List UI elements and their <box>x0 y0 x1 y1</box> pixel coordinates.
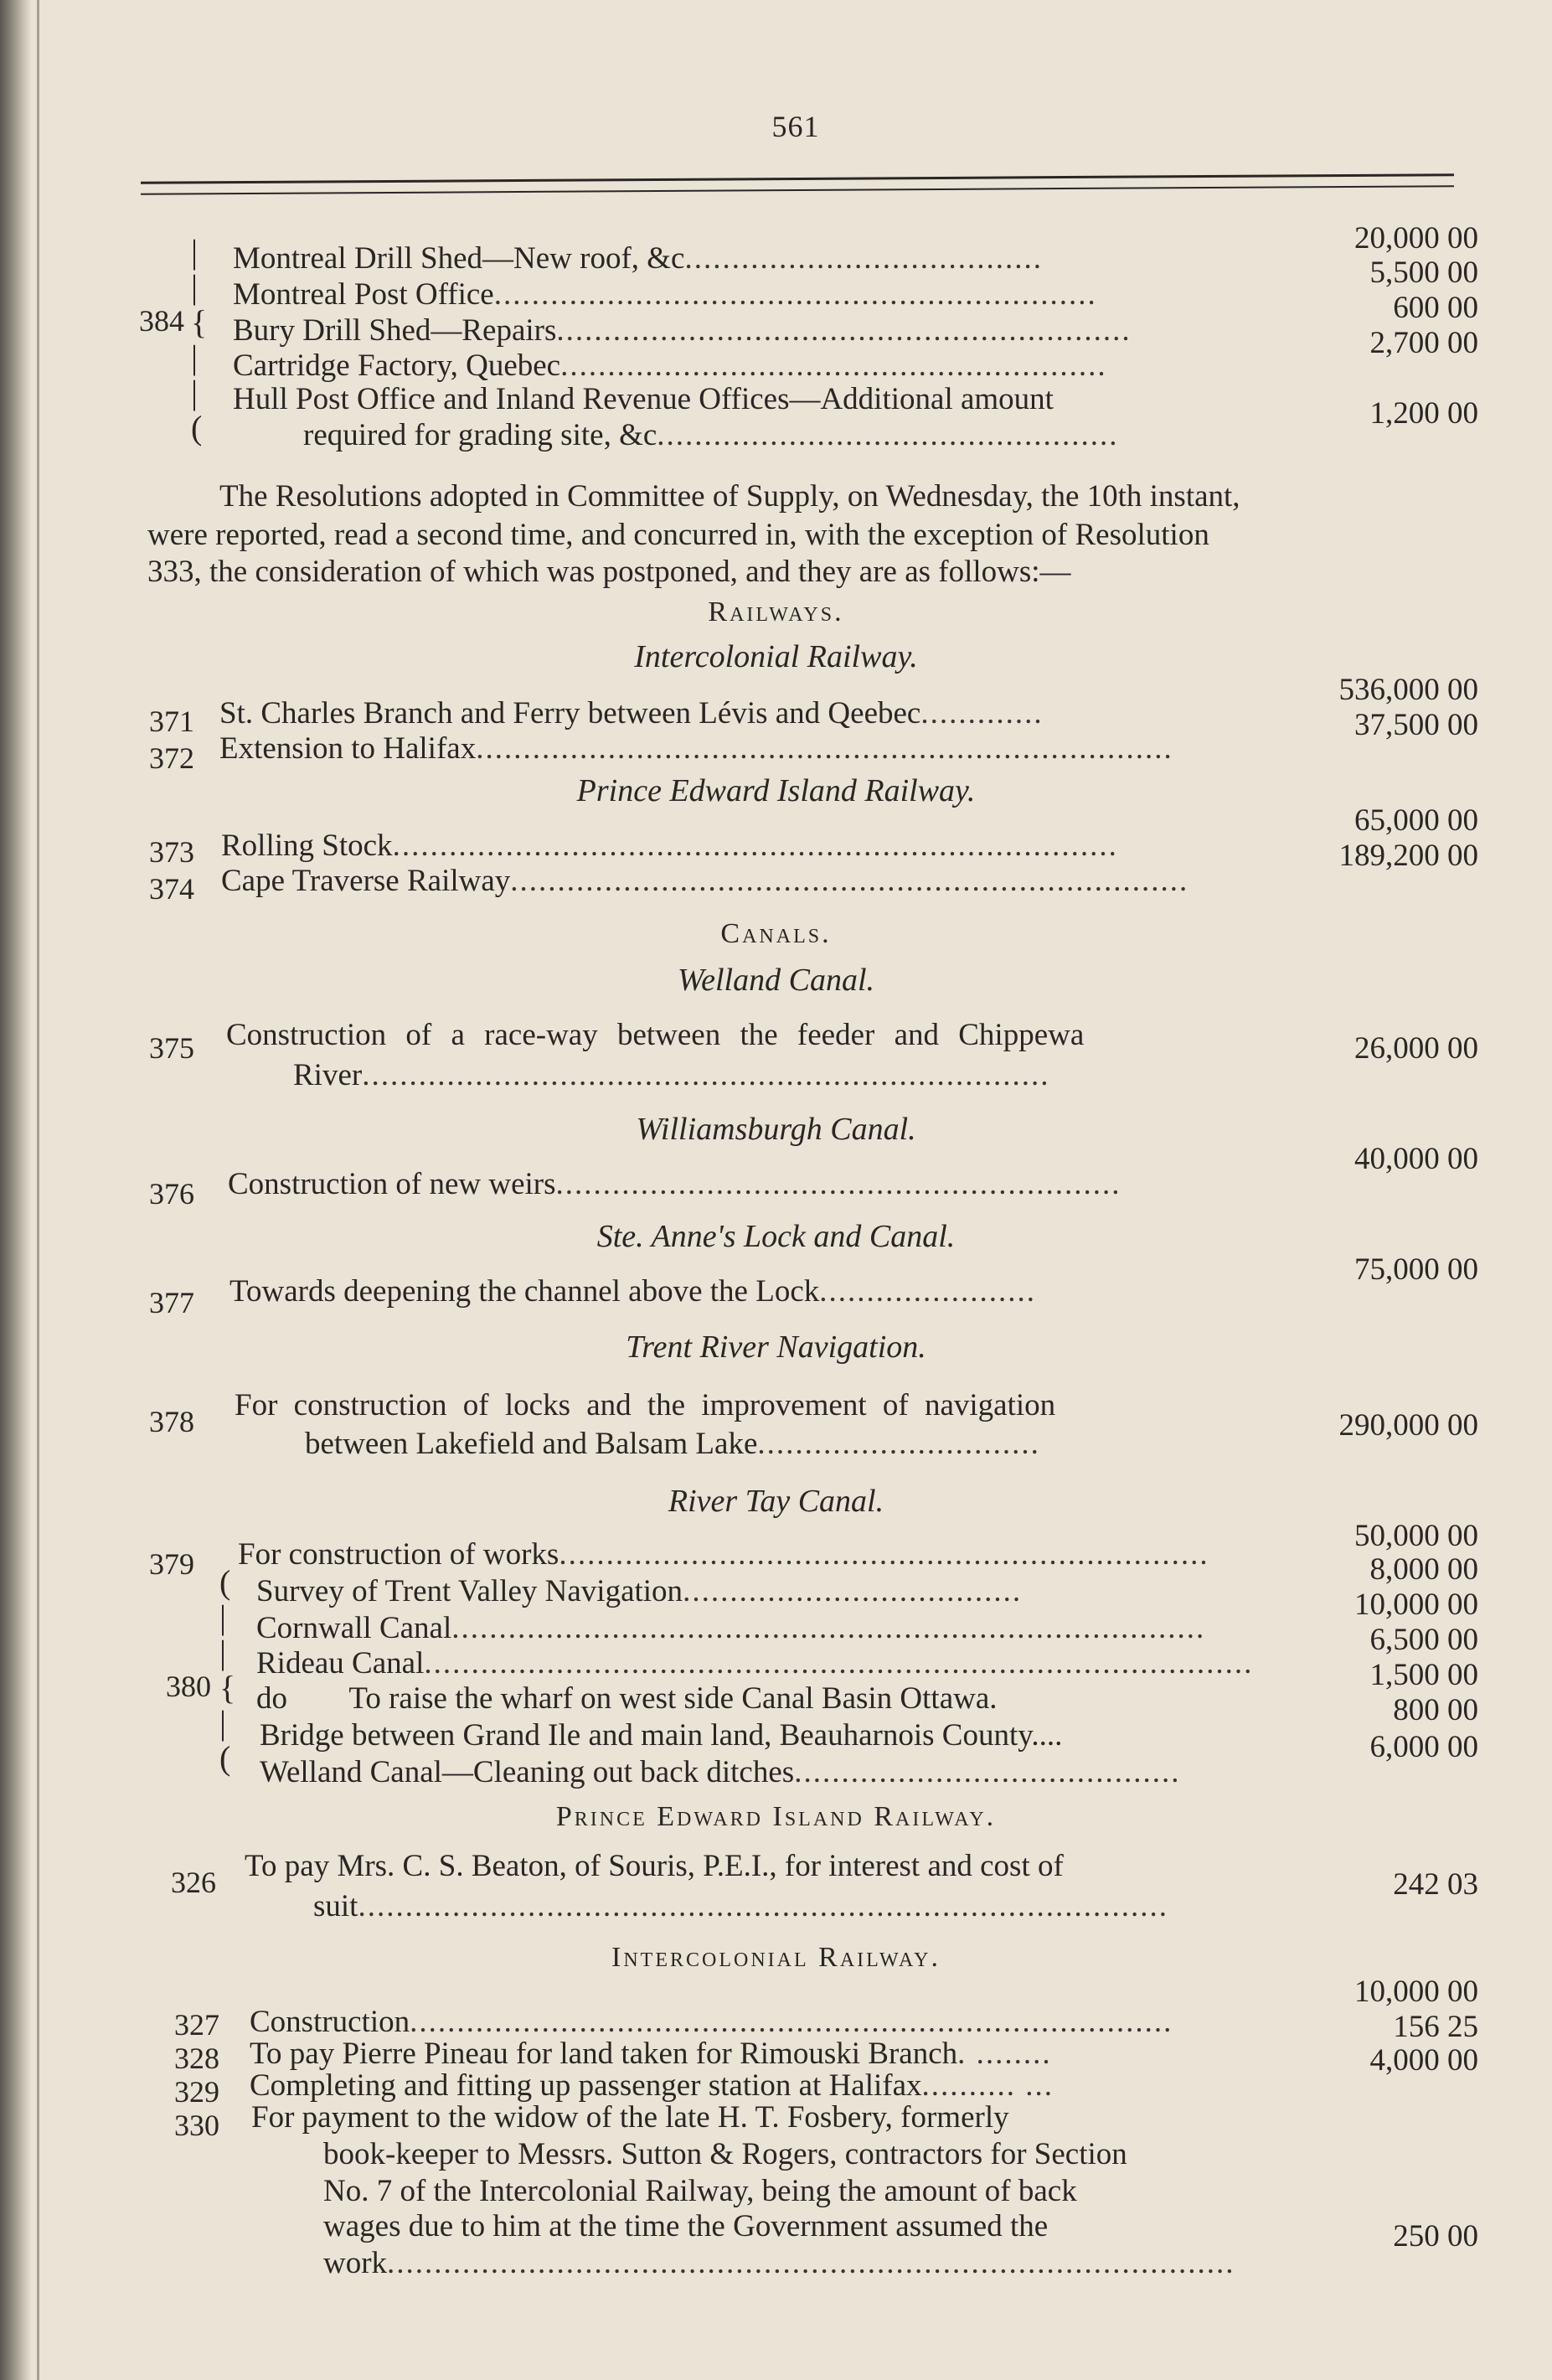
line-item-amount: 156 25 <box>1393 2010 1478 2044</box>
subsection-heading: Prince Edward Island Railway. <box>576 773 976 808</box>
brace: ( | | { | ( <box>219 1563 236 1777</box>
line-item-text: book-keeper to Messrs. Sutton & Rogers, contractors for Section <box>323 2137 1127 2171</box>
line-item-text: Construction................................................................................. <box>250 2005 1173 2039</box>
section-heading: Prince Edward Island Railway. <box>555 1801 997 1832</box>
line-item-text: Survey of Trent Valley Navigation.................................... <box>256 1574 1023 1608</box>
item-number: 327 <box>174 2008 219 2042</box>
subsection-heading: Intercolonial Railway. <box>634 639 918 674</box>
line-item-text: Cornwall Canal................................................................................ <box>256 1611 1206 1645</box>
line-item-amount: 250 00 <box>1393 2219 1478 2254</box>
line-item-amount: 1,500 00 <box>1369 1658 1478 1692</box>
line-item-text: Welland Canal—Cleaning out back ditches......................................... <box>260 1755 1181 1789</box>
line-item-text: To pay Pierre Pineau for land taken for Rimouski Branch. ........ <box>250 2037 1052 2071</box>
line-item-amount: 189,200 00 <box>1338 839 1478 873</box>
line-item-amount: 800 00 <box>1393 1693 1478 1727</box>
line-item-text: Construction of new weirs............................................................ <box>228 1167 1121 1201</box>
line-item-text: St. Charles Branch and Ferry between Lévis and Qeebec............. <box>219 696 1044 731</box>
line-item-amount: 2,700 00 <box>1369 326 1478 360</box>
line-item-text: River......................................................................... <box>293 1058 1050 1092</box>
item-number: 376 <box>149 1177 194 1211</box>
line-item-text: work.......................................................................................... <box>323 2246 1235 2280</box>
item-number: 379 <box>149 1547 194 1581</box>
line-item-amount: 6,500 00 <box>1369 1623 1478 1657</box>
line-item-amount: 1,200 00 <box>1369 396 1478 431</box>
line-item-text: Bridge between Grand Ile and main land, Beauharnois County.... <box>260 1718 1063 1753</box>
line-item-text: required for grading site, &c................................................. <box>303 418 1119 452</box>
item-number: 371 <box>149 705 194 738</box>
line-item-text: Cartridge Factory, Quebec.......................................................... <box>233 348 1107 383</box>
resolution-paragraph-line: The Resolutions adopted in Committee of Supply, on Wednesday, the 10th instant, <box>219 479 1240 514</box>
item-number: 326 <box>171 1866 216 1899</box>
line-item-text: Completing and fitting up passenger station at Halifax.......... ... <box>250 2068 1054 2103</box>
resolution-paragraph-line: 333, the consideration of which was postponed, and they are as follows:— <box>147 555 1071 589</box>
item-number: 328 <box>174 2042 219 2075</box>
line-item-text: Bury Drill Shed—Repairs............................................................. <box>233 313 1132 348</box>
line-item-text: Extension to Halifax.......................................................................... <box>219 731 1173 766</box>
line-item-amount: 20,000 00 <box>1354 221 1478 256</box>
line-item-text: Montreal Post Office................................................................ <box>233 277 1097 312</box>
line-item-text: To pay Mrs. C. S. Beaton, of Souris, P.E.I., for interest and cost of <box>245 1849 1064 1883</box>
section-heading: Intercolonial Railway. <box>611 1942 941 1973</box>
item-number: 374 <box>149 872 194 906</box>
item-number: 330 <box>174 2109 219 2142</box>
section-heading: Railways. <box>708 596 844 627</box>
page-number: 561 <box>771 110 820 143</box>
line-item-text: Rideau Canal........................................................................................ <box>256 1646 1254 1680</box>
item-number: 377 <box>149 1286 194 1319</box>
line-item-amount: 5,500 00 <box>1369 256 1478 290</box>
line-item-text: For construction of locks and the improvement of navigation <box>235 1388 1056 1422</box>
subsection-heading: Ste. Anne's Lock and Canal. <box>596 1219 956 1254</box>
line-item-amount: 50,000 00 <box>1354 1519 1478 1553</box>
section-heading: Canals. <box>720 918 832 949</box>
line-item-amount: 26,000 00 <box>1354 1031 1478 1066</box>
line-item-text: Cape Traverse Railway........................................................................ <box>221 864 1189 898</box>
brace: | | { | | ( <box>191 233 208 447</box>
item-number: 373 <box>149 835 194 869</box>
subsection-heading: Trent River Navigation. <box>626 1329 926 1365</box>
line-item-amount: 6,000 00 <box>1369 1730 1478 1764</box>
line-item-text: wages due to him at the time the Government assumed the <box>323 2209 1049 2243</box>
line-item-text: For payment to the widow of the late H. T. Fosbery, formerly <box>251 2100 1009 2135</box>
item-number: 372 <box>149 741 194 775</box>
line-item-amount: 10,000 00 <box>1354 1975 1478 2009</box>
line-item-amount: 65,000 00 <box>1354 803 1478 838</box>
item-number: 375 <box>149 1031 194 1065</box>
line-item-amount: 242 03 <box>1393 1867 1478 1902</box>
line-item-amount: 8,000 00 <box>1369 1552 1478 1587</box>
subsection-heading: River Tay Canal. <box>668 1484 884 1519</box>
line-item-text: For construction of works..................................................................... <box>238 1537 1209 1572</box>
subsection-heading: Welland Canal. <box>677 963 875 998</box>
subsection-heading: Williamsburgh Canal. <box>636 1112 916 1147</box>
line-item-text: Montreal Drill Shed—New roof, &c...................................... <box>233 241 1043 276</box>
line-item-text: Construction of a race-way between the feeder and Chippewa <box>226 1018 1085 1052</box>
line-item-amount: 10,000 00 <box>1354 1588 1478 1622</box>
line-item-amount: 536,000 00 <box>1338 673 1478 707</box>
line-item-text: Hull Post Office and Inland Revenue Offices—Additional amount <box>233 382 1054 416</box>
line-item-amount: 75,000 00 <box>1354 1252 1478 1287</box>
line-item-text: Rolling Stock............................................................................. <box>221 829 1118 863</box>
line-item-text: do To raise the wharf on west side Canal Basin Ottawa. <box>256 1681 998 1716</box>
item-number: 380 <box>166 1670 211 1703</box>
item-number: 384 <box>139 304 184 338</box>
resolution-paragraph-line: were reported, read a second time, and concurred in, with the exception of Resolution <box>147 518 1209 552</box>
line-item-amount: 290,000 00 <box>1338 1408 1478 1443</box>
line-item-text: between Lakefield and Balsam Lake.............................. <box>305 1427 1040 1461</box>
line-item-text: suit...................................................................................... <box>313 1889 1168 1923</box>
item-number: 329 <box>174 2075 219 2109</box>
line-item-amount: 600 00 <box>1393 291 1478 325</box>
line-item-text: No. 7 of the Intercolonial Railway, being the amount of back <box>323 2174 1077 2208</box>
line-item-amount: 37,500 00 <box>1354 708 1478 742</box>
line-item-amount: 4,000 00 <box>1369 2043 1478 2078</box>
item-number: 378 <box>149 1405 194 1438</box>
line-item-amount: 40,000 00 <box>1354 1142 1478 1176</box>
line-item-text: Towards deepening the channel above the Lock....................... <box>229 1274 1036 1309</box>
